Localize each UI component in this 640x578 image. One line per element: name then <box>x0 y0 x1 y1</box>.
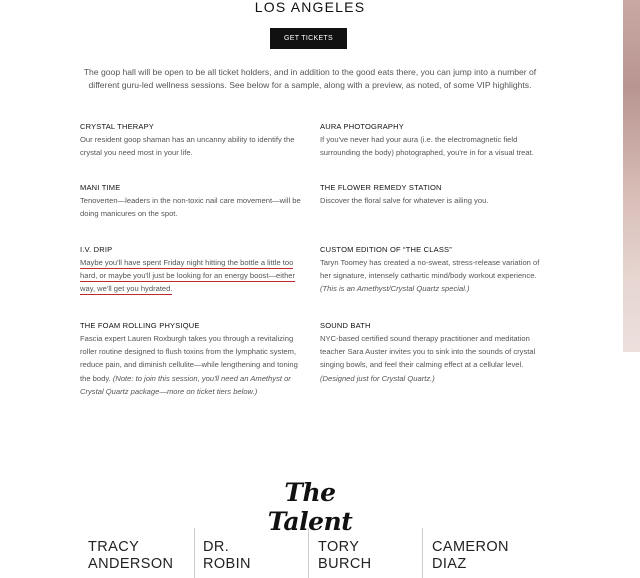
talent-divider <box>422 528 423 578</box>
talent-second-line: DIAZ <box>432 556 467 572</box>
session-description: Discover the floral salve for whatever is ailing you. <box>320 196 489 205</box>
session-description-text: Fascia expert Lauren Roxburgh takes you through a revitalizing roller routine designed to flush toxins from the lymphatic system, reduce pain, and diminish cellulite—while lengthening and toning the body. <box>80 334 298 383</box>
session-foam-rolling <box>80 321 306 398</box>
session-title: THE FLOWER REMEDY STATION <box>320 183 442 192</box>
session-note: (This is an Amethyst/Crystal Quartz special.) <box>320 284 470 294</box>
session-title: THE FOAM ROLLING PHYSIQUE <box>80 321 200 330</box>
talent-second-line: ROBIN <box>203 556 251 572</box>
session-note: (Note: to join this session, you'll need an Amethyst or Crystal Quartz package—more on ticket tiers below.) <box>80 373 291 396</box>
session-description: Our resident goop shaman has an uncanny ability to identify the crystal you need most in your life. <box>80 135 295 158</box>
session-title: CRYSTAL THERAPY <box>80 122 154 131</box>
talent-first-line: DR. <box>203 539 230 555</box>
session-sound-bath <box>320 321 546 385</box>
session-crystal-therapy <box>80 122 306 159</box>
session-description-text: Taryn Toomey has created a no-sweat, stress-release variation of her signature, intensely cathartic mind/body workout experience. <box>320 258 540 281</box>
session-title: MANI TIME <box>80 183 121 192</box>
highlighted-text: Maybe you'll have spent Friday night hitting the bottle a little too hard, or maybe you'll just be looking for an energy boost—either way, we'll get you hydrated. <box>80 258 296 294</box>
session-description: If you've never had your aura (i.e. the electromagnetic field surrounding the body) photographed, you're in for a visual treat. <box>320 135 534 158</box>
get-tickets-button[interactable]: GET TICKETS <box>270 28 347 49</box>
talent-first-line: TORY <box>318 539 360 555</box>
session-flower-remedy <box>320 183 546 207</box>
hero-photo-edge <box>623 0 640 352</box>
session-title: AURA PHOTOGRAPHY <box>320 122 404 131</box>
session-title: CUSTOM EDITION OF “THE CLASS” <box>320 245 452 254</box>
session-iv-drip <box>80 245 306 296</box>
session-the-class <box>320 245 546 296</box>
talent-divider <box>308 528 309 578</box>
talent-heading: The Talent <box>267 478 353 536</box>
session-note: (Designed just for Crystal Quartz.) <box>320 373 435 383</box>
talent-second-line: ANDERSON <box>88 556 174 572</box>
talent-first-line: CAMERON <box>432 539 509 555</box>
intro-paragraph: The goop hall will be open to be all ticket holders, and in addition to the good eats there, you can jump into a number of different guru-led wellness sessions. See below for a sample, along with a preview, as noted, of some VIP highlights. <box>83 67 537 90</box>
session-mani-time <box>80 183 306 220</box>
session-aura-photography <box>320 122 546 159</box>
event-city-title: LOS ANGELES <box>254 0 366 15</box>
session-description <box>320 256 546 296</box>
talent-first-line: TRACY <box>88 539 140 555</box>
session-description <box>80 256 306 296</box>
session-description <box>320 332 546 385</box>
session-description-text: NYC-based certified sound therapy practitioner and meditation teacher Sara Auster invites you to sink into the sounds of crystal singing bowls, and feel their calming effect at a cellular level. <box>320 334 536 370</box>
session-description <box>80 332 306 398</box>
session-title: SOUND BATH <box>320 321 371 330</box>
talent-divider <box>194 528 195 578</box>
talent-second-line: BURCH <box>318 556 372 572</box>
session-description: Tenoverten—leaders in the non-toxic nail care movement—will be doing manicures on the spot. <box>80 196 301 219</box>
session-title: I.V. DRIP <box>80 245 113 254</box>
